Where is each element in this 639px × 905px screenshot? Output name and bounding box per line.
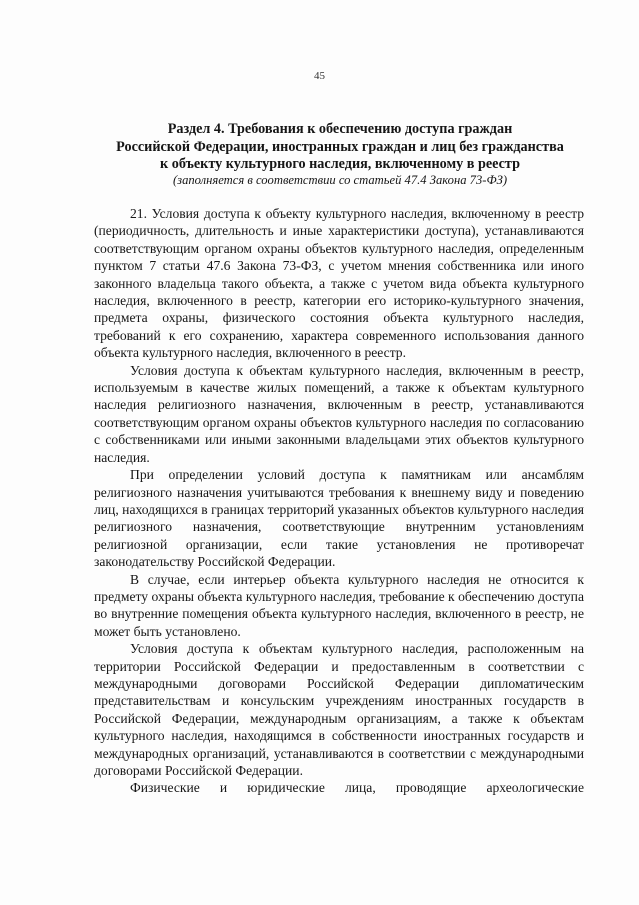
page-number: 45 — [314, 70, 325, 82]
section-title-line-3: к объекту культурного наследия, включенному в реестр — [160, 156, 520, 172]
body-text — [94, 205, 584, 797]
paragraph-21-access-conditions: 21. Условия доступа к объекту культурного наследия, включенному в реестр (периодичность, длительность и иные характеристики доступа), устанавливаются соответствующим органом охраны объектов культурного наследия, определенным пунктом 7 статьи 47.6 Закона 73-ФЗ, с учетом мнения собственника или иного законного владельца такого объекта, а также с учетом вида объекта культурного наследия, включенного в реестр, категории его историко-культурного значения, предмета охраны, физического состояния объекта культурного наследия, требований к его сохранению, характера современного использования данного объекта культурного наследия, включенного в реестр. — [94, 206, 584, 361]
paragraph-residential-religious-objects: Условия доступа к объектам культурного наследия, включенным в реестр, используемым в качестве жилых помещений, а также к объектам культурного наследия религиозного назначения, включенным в реестр, устанавливаются соответствующим органом охраны объектов культурного наследия по согласованию с собственниками или иными законными владельцами этих объектов культурного наследия. — [94, 362, 584, 465]
paragraph-diplomatic-objects: Условия доступа к объектам культурного наследия, расположенным на территории Российской Федерации и предоставленным в соответствии с международными договорами Российской Федерации дипломатическим представительствам и консульским учреждениям иностранных государств в Российской Федерации, международным организациям, а также к объектам культурного наследия, находящимся в собственности иностранных государств и международных организаций, устанавливаются в соответствии с международными договорами Российской Федерации. — [94, 641, 584, 778]
section-heading — [90, 121, 590, 174]
paragraph-interior-access: В случае, если интерьер объекта культурного наследия не относится к предмету охраны объекта культурного наследия, требование к обеспечению доступа во внутренние помещения объекта культурного наследия, включенного в реестр, не может быть установлено. — [94, 571, 584, 639]
section-note: (заполняется в соответствии со статьей 47.4 Закона 73-ФЗ) — [172, 173, 508, 187]
section-title-line-1: Раздел 4. Требования к обеспечению доступа граждан — [167, 121, 513, 137]
paragraph-religious-requirements: При определении условий доступа к памятникам или ансамблям религиозного назначения учитываются требования к внешнему виду и поведению лиц, находящихся в границах территорий указанных объектов культурного наследия религиозного назначения, соответствующие внутренним установлениям религиозной организации, если такие установления не противоречат законодательству Российской Федерации. — [94, 467, 584, 570]
section-title-line-2: Российской Федерации, иностранных граждан и лиц без гражданства — [116, 138, 564, 155]
paragraph-archaeological: Физические и юридические лица, проводящие археологические — [130, 780, 584, 796]
